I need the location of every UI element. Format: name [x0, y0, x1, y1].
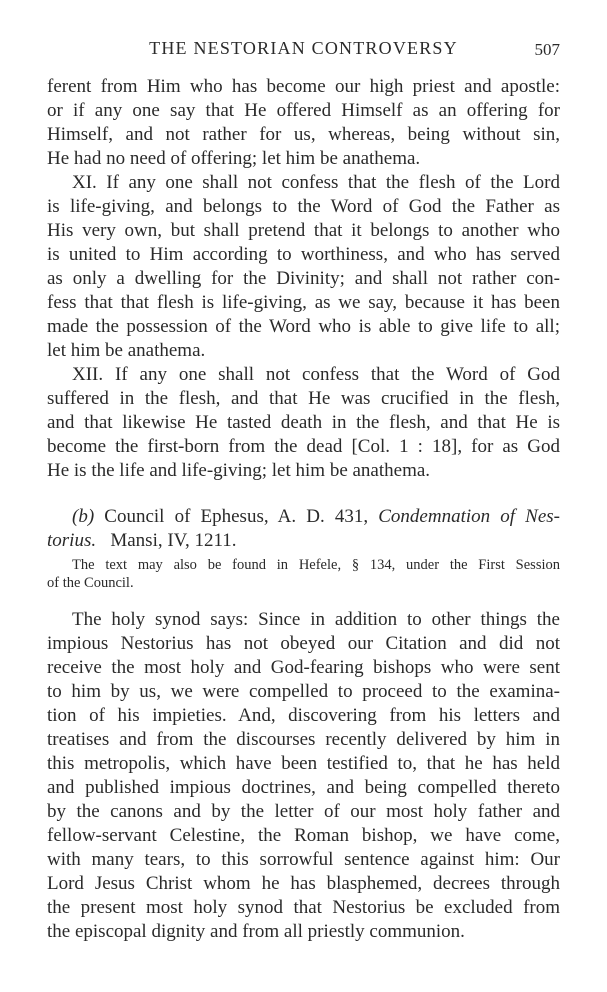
- text-line: as only a dwelling for the Divinity; and shall not rather con-: [47, 268, 560, 289]
- text-line: and published impious doctrines, and being compelled thereto: [47, 777, 560, 798]
- text-line: with many tears, to this sorrowful sentence against him: Our: [47, 849, 560, 870]
- text-line: is life-giving, and belongs to the Word of God the Father as: [47, 196, 560, 217]
- section-heading-line: [47, 529, 560, 553]
- heading-citation: Mansi, IV, 1211.: [96, 530, 237, 551]
- p-anathema-xi: [47, 171, 560, 363]
- section-heading: [47, 505, 560, 553]
- page-header: [47, 38, 560, 62]
- heading-text: Council of Ephesus, A. D. 431,: [94, 506, 379, 527]
- text-line: made the possession of the Word who is able to give life to all;: [47, 316, 560, 337]
- text-line: He had no need of offering; let him be anathema.: [47, 148, 421, 169]
- editorial-note: [47, 556, 560, 592]
- text-line: the episcopal dignity and from all priestly communion.: [47, 921, 465, 942]
- p-continuation: [47, 75, 560, 171]
- text-line: The holy synod says: Since in addition to other things the: [72, 609, 560, 630]
- text-line: and that likewise He tasted death in the flesh, and that He is: [47, 412, 560, 433]
- text-line: by the canons and by the letter of our most holy father and: [47, 801, 560, 822]
- text-line: is united to Him according to worthiness, and who has served: [47, 244, 560, 265]
- text-line: fess that that flesh is life-giving, as we say, because it has been: [47, 292, 560, 313]
- section-heading-line: [47, 505, 560, 529]
- text-line: suffered in the flesh, and that He was crucified in the flesh,: [47, 388, 560, 409]
- text-line: to him by us, we were compelled to proceed to the examina-: [47, 681, 560, 702]
- anathemas-text: [47, 75, 560, 483]
- text-line: fellow-servant Celestine, the Roman bishop, we have come,: [47, 825, 560, 846]
- p-anathema-xii: [47, 363, 560, 483]
- text-line: XII. If any one shall not confess that the Word of God: [72, 364, 560, 385]
- text-line: become the first-born from the dead [Col. 1 : 18], for as God: [47, 436, 560, 457]
- text-line: this metropolis, which have been testified to, that he has held: [47, 753, 560, 774]
- running-title: THE NESTORIAN CONTROVERSY: [149, 38, 458, 58]
- text-line: receive the most holy and God-fearing bishops who were sent: [47, 657, 560, 678]
- text-line: let him be anathema.: [47, 340, 206, 361]
- text-line: treatises and from the discourses recently delivered by him in: [47, 729, 560, 750]
- text-line: He is the life and life-giving; let him be anathema.: [47, 460, 431, 481]
- text-line: Lord Jesus Christ whom he has blasphemed, decrees through: [47, 873, 560, 894]
- note-line: of the Council.: [47, 575, 134, 591]
- text-line: ferent from Him who has become our high priest and apostle:: [47, 76, 560, 97]
- text-line: Himself, and not rather for us, whereas, being without sin,: [47, 124, 560, 145]
- heading-work-title: Condemnation of Nes-: [378, 506, 560, 527]
- text-line: impious Nestorius has not obeyed our Citation and did not: [47, 633, 560, 654]
- text-line: His very own, but shall pretend that it belongs to another who: [47, 220, 560, 241]
- condemnation-text: [47, 608, 560, 944]
- text-line: tion of his impieties. And, discovering from his letters and: [47, 705, 560, 726]
- section-label: (b): [72, 506, 95, 527]
- text-line: the present most holy synod that Nestorius be excluded from: [47, 897, 560, 918]
- page-number: 507: [534, 40, 560, 59]
- text-line: XI. If any one shall not confess that the flesh of the Lord: [72, 172, 560, 193]
- note-line: The text may also be found in Hefele, § 134, under the First Session: [72, 557, 560, 573]
- text-line: or if any one say that He offered Himself as an offering for: [47, 100, 560, 121]
- heading-work-title: torius.: [47, 530, 97, 551]
